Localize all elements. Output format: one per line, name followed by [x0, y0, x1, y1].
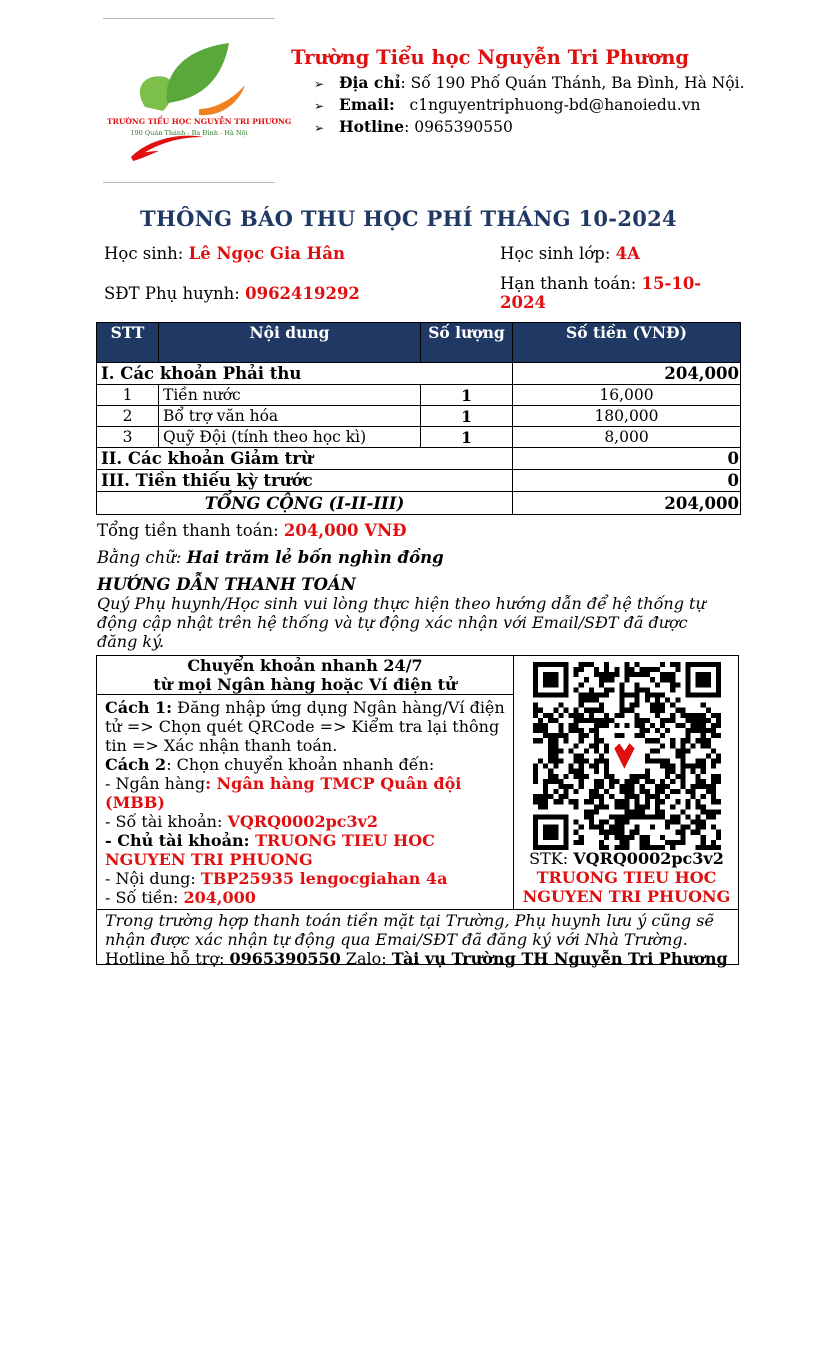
content-label: - Nội dung: — [105, 869, 201, 888]
section-deductions-row — [97, 448, 741, 470]
section-receivables-label: I. Các khoản Phải thu — [97, 363, 513, 385]
grand-total-row — [97, 492, 741, 515]
school-contact-list — [314, 72, 745, 138]
item-name: Bổ trợ văn hóa — [159, 406, 421, 427]
content-row — [105, 869, 505, 888]
qr-account-caption — [513, 849, 740, 906]
school-name: Trường Tiểu học Nguyễn Tri Phương — [291, 46, 690, 69]
school-logo — [103, 18, 292, 183]
deadline-value: 15-10- — [641, 274, 702, 293]
table-header-row — [97, 323, 741, 363]
hotline-value: : 0965390550 — [404, 118, 513, 136]
qr-stk-row — [513, 849, 740, 868]
parent-phone-row — [104, 284, 360, 303]
zalo-label: Zalo: — [340, 949, 392, 968]
cash-note-text: Trong trường hợp thanh toán tiền mặt tại Trường, Phụ huynh lưu ý cũng sẽ nhận được xác nhận tự động qua Emai/SĐT đã đăng ký với Nhà Trường. — [105, 911, 714, 949]
logo-subtext: 190 Quán Thánh - Ba Đình - Hà Nội — [130, 129, 248, 137]
amount-label: - Số tiền: — [105, 888, 184, 907]
qr-owner-line1: TRUONG TIEU HOC — [536, 868, 717, 887]
amount-in-words-row — [97, 548, 444, 567]
method2-label: Cách 2 — [105, 755, 167, 774]
email-value[interactable]: c1nguyentriphuong-bd@hanoiedu.vn — [409, 96, 701, 114]
student-class-label: Học sinh lớp: — [500, 244, 611, 263]
guide-title: HƯỚNG DẪN THANH TOÁN — [97, 575, 356, 594]
grand-total-value: 204,000 — [513, 492, 741, 515]
address-label: Địa chỉ — [339, 73, 401, 92]
transfer-body — [97, 695, 513, 910]
owner-row — [105, 831, 505, 869]
owner-label: - Chủ tài khoản: — [105, 831, 256, 850]
item-stt: 2 — [97, 406, 159, 427]
method1-label: Cách 1: — [105, 698, 173, 717]
email-label: Email: — [339, 95, 395, 114]
table-row — [97, 406, 741, 427]
item-amount: 180,000 — [513, 406, 741, 427]
logo-leaves-icon — [103, 19, 292, 182]
method1-text: Đăng nhập ứng dụng Ngân hàng/Ví điện tử => Chọn quét QRCode => Kiểm tra lại thông tin => Xác nhận thanh toán. — [105, 698, 505, 755]
student-name-row — [104, 244, 345, 263]
section-arrears-row — [97, 470, 741, 492]
transfer-heading — [97, 656, 513, 695]
bank-value: : Ngân hàng TMCP Quân đội (MBB) — [105, 774, 462, 812]
student-class-value: 4A — [615, 244, 640, 263]
zalo-value: Tài vụ Trường TH Nguyễn Tri Phương — [391, 949, 728, 968]
logo-text: TRƯỜNG TIỂU HỌC NGUYỄN TRI PHƯƠNG — [107, 117, 292, 126]
section-arrears-total: 0 — [513, 470, 741, 492]
section-arrears-label: III. Tiền thiếu kỳ trước — [97, 470, 513, 492]
qr-stk-label: STK: — [529, 849, 574, 868]
item-stt: 3 — [97, 427, 159, 448]
header-quantity: Số lượng — [421, 323, 513, 363]
section-receivables-total: 204,000 — [513, 363, 741, 385]
fee-table — [96, 322, 741, 515]
arrow-bullet-icon: ➢ — [314, 121, 325, 135]
section-receivables-row — [97, 363, 741, 385]
bank-row — [105, 774, 505, 812]
total-payment-row — [97, 521, 407, 540]
amount-value: 204,000 — [183, 888, 256, 907]
qr-stk-value: VQRQ0002pc3v2 — [573, 849, 724, 868]
method2 — [105, 755, 505, 774]
item-name: Tiền nước — [159, 385, 421, 406]
transfer-heading-line1: Chuyển khoản nhanh 24/7 — [187, 656, 423, 675]
page-title: THÔNG BÁO THU HỌC PHÍ THÁNG 10-2024 — [140, 206, 677, 231]
content-value[interactable]: TBP25935 lengocgiahan 4a — [200, 869, 448, 888]
deadline-value-year: 2024 — [500, 293, 546, 312]
student-name-label: Học sinh: — [104, 244, 184, 263]
amount-row — [105, 888, 505, 907]
arrow-bullet-icon: ➢ — [314, 99, 325, 113]
bank-label: - Ngân hàng — [105, 774, 206, 793]
header-stt: STT — [97, 323, 159, 363]
grand-total-label: TỔNG CỘNG (I-II-III) — [97, 492, 513, 515]
amount-in-words-value: Hai trăm lẻ bốn nghìn đồng — [186, 548, 444, 567]
parent-phone-label: SĐT Phụ huynh: — [104, 284, 240, 303]
item-amount: 16,000 — [513, 385, 741, 406]
item-name: Quỹ Đội (tính theo học kì) — [159, 427, 421, 448]
student-name-value: Lê Ngọc Gia Hân — [188, 244, 345, 263]
student-class-row — [500, 244, 640, 263]
table-row — [97, 427, 741, 448]
parent-phone-value: 0962419292 — [245, 284, 360, 303]
qr-panel — [513, 656, 740, 909]
item-amount: 8,000 — [513, 427, 741, 448]
owner-value: TRUONG TIEU HOC NGUYEN TRI PHUONG — [105, 831, 435, 869]
header-amount: Số tiền (VNĐ) — [513, 323, 741, 363]
arrow-bullet-icon: ➢ — [314, 77, 325, 91]
deadline-row — [500, 274, 701, 312]
cash-payment-note — [97, 909, 738, 968]
header-content: Nội dung — [159, 323, 421, 363]
support-phone[interactable]: 0965390550 — [229, 949, 341, 968]
support-label: Hotline hỗ trợ: — [105, 949, 230, 968]
address-row — [314, 72, 745, 94]
total-payment-value: 204,000 VNĐ — [283, 521, 407, 540]
support-row — [105, 949, 730, 968]
table-row — [97, 385, 741, 406]
section-deductions-label: II. Các khoản Giảm trừ — [97, 448, 513, 470]
item-qty: 1 — [421, 385, 513, 406]
account-row — [105, 812, 505, 831]
total-payment-label: Tổng tiền thanh toán: — [97, 521, 279, 540]
deadline-label: Hạn thanh toán: — [500, 274, 637, 293]
email-row — [314, 94, 745, 116]
transfer-instructions — [97, 656, 514, 909]
item-qty: 1 — [421, 406, 513, 427]
payment-qr-code[interactable] — [533, 662, 721, 850]
payment-instructions-box — [96, 655, 739, 968]
hotline-row — [314, 116, 745, 138]
hotline-label: Hotline — [339, 117, 405, 136]
method2-text: : Chọn chuyển khoản nhanh đến: — [166, 755, 435, 774]
method1 — [105, 698, 505, 755]
amount-in-words-label: Bằng chữ: — [97, 548, 182, 567]
guide-text: Quý Phụ huynh/Học sinh vui lòng thực hiện theo hướng dẫn để hệ thống tự động cập nhật trên hệ thống và tự động xác nhận với Email/SĐT đã được đăng ký. — [97, 594, 706, 651]
account-value[interactable]: VQRQ0002pc3v2 — [227, 812, 379, 831]
address-value: : Số 190 Phố Quán Thánh, Ba Đình, Hà Nội. — [400, 74, 745, 92]
account-label: - Số tài khoản: — [105, 812, 228, 831]
transfer-heading-line2: từ mọi Ngân hàng hoặc Ví điện tử — [153, 675, 457, 694]
item-qty: 1 — [421, 427, 513, 448]
item-stt: 1 — [97, 385, 159, 406]
qr-owner-line2: NGUYEN TRI PHUONG — [522, 887, 731, 906]
section-deductions-total: 0 — [513, 448, 741, 470]
